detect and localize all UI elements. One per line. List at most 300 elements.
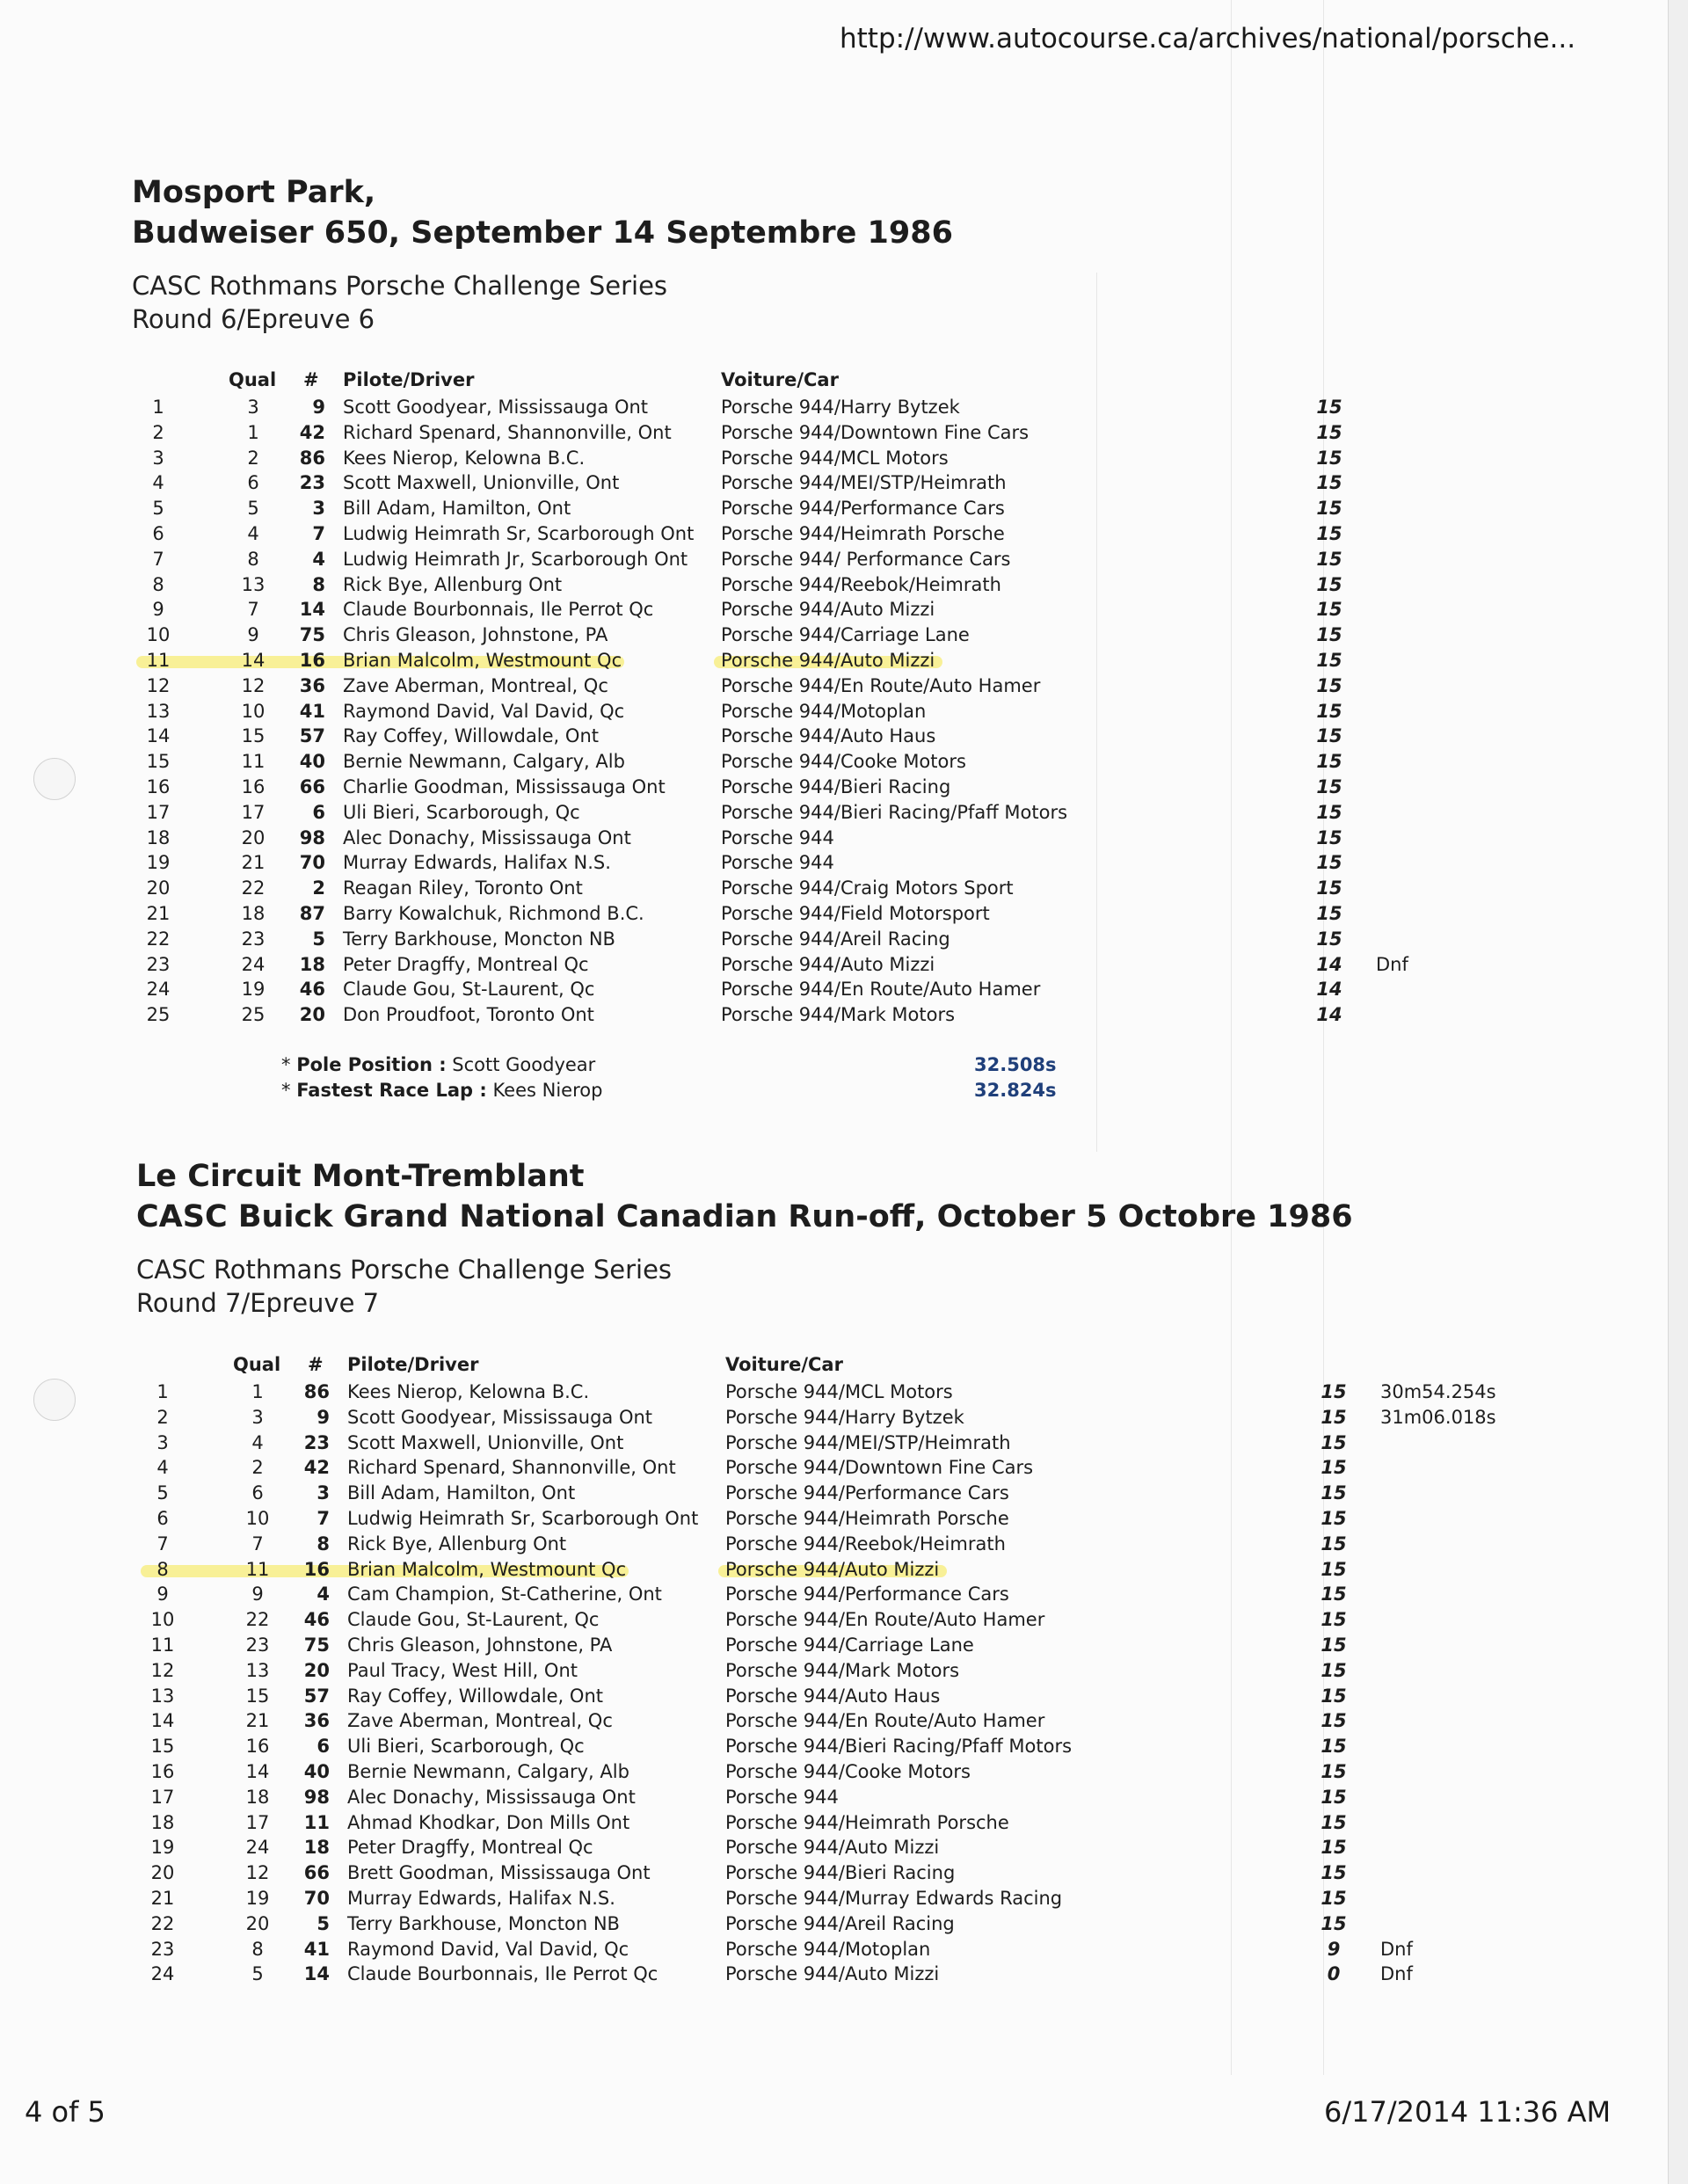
car-entry: Porsche 944/Areil Racing <box>721 928 950 950</box>
car-entry: Porsche 944/MCL Motors <box>725 1381 953 1402</box>
qualifying-position: 11 <box>245 1558 270 1580</box>
laps-completed: 15 <box>1321 1609 1347 1631</box>
laps-completed: 15 <box>1321 1736 1347 1758</box>
driver-name: Barry Kowalchuk, Richmond B.C. <box>343 903 644 924</box>
result-note: Dnf <box>1376 953 1408 975</box>
finish-position: 12 <box>146 674 171 696</box>
qualifying-position: 22 <box>245 1609 270 1631</box>
car-entry: Porsche 944/Auto Mizzi <box>721 953 935 975</box>
qualifying-position: 1 <box>247 421 259 443</box>
table-row <box>136 1532 1631 1556</box>
car-entry: Porsche 944/Craig Motors Sport <box>721 877 1014 899</box>
car-entry: Porsche 944/Auto Haus <box>721 725 936 747</box>
driver-name: Bernie Newmann, Calgary, Alb <box>347 1761 629 1782</box>
car-number: 36 <box>299 674 325 696</box>
laps-completed: 15 <box>1316 877 1342 899</box>
finish-position: 13 <box>150 1685 175 1707</box>
laps-completed: 15 <box>1316 472 1342 494</box>
laps-completed: 15 <box>1321 1786 1347 1808</box>
laps-completed: 15 <box>1316 650 1342 671</box>
col-header-car: Voiture/Car <box>725 1354 843 1375</box>
car-entry: Porsche 944/Performance Cars <box>725 1482 1009 1504</box>
laps-completed: 15 <box>1321 1659 1347 1681</box>
table-row <box>132 826 1626 850</box>
laps-completed: 15 <box>1321 1685 1347 1707</box>
table-row <box>136 1937 1631 1962</box>
table-row <box>136 1607 1631 1632</box>
car-number: 8 <box>316 1532 330 1554</box>
qualifying-position: 17 <box>241 801 266 823</box>
qualifying-position: 19 <box>241 979 266 1001</box>
car-number: 40 <box>299 751 325 773</box>
laps-completed: 15 <box>1321 1457 1347 1479</box>
table-row <box>136 1658 1631 1683</box>
driver-name: Kees Nierop, Kelowna B.C. <box>343 447 586 469</box>
race-series: CASC Rothmans Porsche Challenge Series <box>132 271 668 301</box>
qualifying-position: 14 <box>241 650 266 671</box>
car-entry: Porsche 944/Performance Cars <box>725 1583 1009 1605</box>
table-row <box>132 572 1626 597</box>
car-entry: Porsche 944/Motoplan <box>721 700 927 722</box>
car-number: 18 <box>303 1837 330 1859</box>
driver-name: Murray Edwards, Halifax N.S. <box>347 1888 615 1909</box>
car-number: 23 <box>299 472 325 494</box>
car-number: 4 <box>316 1583 330 1605</box>
finish-position: 8 <box>156 1558 169 1580</box>
qualifying-position: 25 <box>241 1004 266 1026</box>
car-entry: Porsche 944/Auto Mizzi <box>721 650 935 671</box>
qualifying-position: 22 <box>241 877 266 899</box>
qualifying-position: 17 <box>245 1811 270 1833</box>
race-venue: Le Circuit Mont-Tremblant <box>136 1159 585 1194</box>
finish-position: 16 <box>146 776 171 797</box>
driver-name: Ray Coffey, Willowdale, Ont <box>343 725 599 747</box>
table-row <box>132 775 1626 799</box>
car-number: 5 <box>312 928 325 950</box>
driver-name: Claude Gou, St-Laurent, Qc <box>347 1609 600 1631</box>
driver-name: Brett Goodman, Mississauga Ont <box>347 1862 651 1884</box>
qualifying-position: 15 <box>245 1685 270 1707</box>
qualifying-position: 13 <box>241 573 266 595</box>
fastest-lap-time: 32.824s <box>974 1080 1057 1101</box>
qualifying-position: 15 <box>241 725 266 747</box>
driver-name: Claude Gou, St-Laurent, Qc <box>343 979 595 1001</box>
finish-position: 10 <box>150 1609 175 1631</box>
car-entry: Porsche 944/Motoplan <box>725 1938 931 1960</box>
car-number: 14 <box>303 1963 330 1985</box>
car-entry: Porsche 944/Carriage Lane <box>721 624 970 646</box>
table-row <box>136 1911 1631 1936</box>
race-round: Round 7/Epreuve 7 <box>136 1288 380 1318</box>
table-row <box>136 1455 1631 1480</box>
car-entry: Porsche 944/Murray Edwards Racing <box>725 1888 1063 1909</box>
finish-position: 20 <box>150 1862 175 1884</box>
driver-name: Bill Adam, Hamilton, Ont <box>347 1482 576 1504</box>
car-entry: Porsche 944/Heimrath Porsche <box>725 1508 1009 1529</box>
finish-position: 11 <box>150 1634 175 1656</box>
car-entry: Porsche 944/Bieri Racing/Pfaff Motors <box>725 1736 1073 1758</box>
laps-completed: 15 <box>1316 928 1342 950</box>
table-row <box>132 927 1626 951</box>
driver-name: Terry Barkhouse, Moncton NB <box>347 1912 620 1934</box>
laps-completed: 15 <box>1321 1558 1347 1580</box>
race-section <box>132 172 953 336</box>
page-url[interactable]: http://www.autocourse.ca/archives/national/porsche... <box>840 23 1576 55</box>
page-edge <box>1668 0 1688 2184</box>
qualifying-position: 5 <box>247 498 259 520</box>
driver-name: Kees Nierop, Kelowna B.C. <box>347 1381 590 1402</box>
driver-name: Richard Spenard, Shannonville, Ont <box>343 421 672 443</box>
driver-name: Chris Gleason, Johnstone, PA <box>343 624 608 646</box>
table-row <box>136 1962 1631 1986</box>
finish-position: 6 <box>156 1508 169 1529</box>
qualifying-position: 8 <box>251 1938 264 1960</box>
car-entry: Porsche 944/Auto Mizzi <box>721 599 935 621</box>
driver-name: Scott Maxwell, Unionville, Ont <box>343 472 620 494</box>
laps-completed: 15 <box>1321 1431 1347 1453</box>
table-row <box>136 1506 1631 1531</box>
laps-completed: 14 <box>1316 1004 1342 1026</box>
car-entry: Porsche 944/MEI/STP/Heimrath <box>725 1431 1011 1453</box>
car-entry: Porsche 944 <box>721 826 834 848</box>
col-header-qual: Qual <box>233 1354 281 1375</box>
car-number: 16 <box>299 650 325 671</box>
finish-position: 10 <box>146 624 171 646</box>
table-row <box>132 1002 1626 1027</box>
finish-position: 24 <box>150 1963 175 1985</box>
qualifying-position: 9 <box>251 1583 264 1605</box>
car-number: 40 <box>303 1761 330 1782</box>
finish-position: 9 <box>152 599 164 621</box>
laps-completed: 15 <box>1316 674 1342 696</box>
car-entry: Porsche 944/Auto Mizzi <box>725 1837 940 1859</box>
car-number: 2 <box>312 877 325 899</box>
finish-position: 21 <box>150 1888 175 1909</box>
qualifying-position: 2 <box>251 1457 264 1479</box>
driver-name: Ludwig Heimrath Sr, Scarborough Ont <box>343 523 695 544</box>
car-entry: Porsche 944/Auto Mizzi <box>725 1558 940 1580</box>
laps-completed: 15 <box>1321 1634 1347 1656</box>
car-number: 86 <box>299 447 325 469</box>
laps-completed: 15 <box>1316 548 1342 570</box>
laps-completed: 15 <box>1316 624 1342 646</box>
qualifying-position: 21 <box>241 852 266 874</box>
driver-name: Brian Malcolm, Westmount Qc <box>343 650 622 671</box>
race-event: Budweiser 650, September 14 Septembre 1986 <box>132 215 953 251</box>
finish-position: 9 <box>156 1583 169 1605</box>
table-row <box>136 1633 1631 1657</box>
car-number: 42 <box>303 1457 330 1479</box>
table-row <box>132 622 1626 647</box>
driver-name: Ahmad Khodkar, Don Mills Ont <box>347 1811 630 1833</box>
car-number: 20 <box>303 1659 330 1681</box>
print-datetime: 6/17/2014 11:36 AM <box>1324 2095 1612 2129</box>
laps-completed: 15 <box>1316 903 1342 924</box>
table-row <box>132 420 1626 445</box>
car-number: 9 <box>312 397 325 418</box>
car-entry: Porsche 944/Harry Bytzek <box>721 397 960 418</box>
car-number: 7 <box>312 523 325 544</box>
car-number: 46 <box>303 1609 330 1631</box>
car-number: 36 <box>303 1710 330 1732</box>
driver-name: Cam Champion, St-Catherine, Ont <box>347 1583 662 1605</box>
car-entry: Porsche 944/Reebok/Heimrath <box>725 1532 1006 1554</box>
qualifying-position: 3 <box>251 1406 264 1428</box>
car-number: 20 <box>299 1004 325 1026</box>
car-number: 57 <box>299 725 325 747</box>
qualifying-position: 13 <box>245 1659 270 1681</box>
table-row <box>132 952 1626 977</box>
laps-completed: 15 <box>1321 1406 1347 1428</box>
table-row <box>132 395 1626 419</box>
car-number: 7 <box>316 1508 330 1529</box>
table-row <box>132 724 1626 748</box>
driver-name: Raymond David, Val David, Qc <box>347 1938 629 1960</box>
car-entry: Porsche 944/Cooke Motors <box>721 751 966 773</box>
finish-position: 14 <box>146 725 171 747</box>
laps-completed: 15 <box>1321 1482 1347 1504</box>
driver-name: Don Proudfoot, Toronto Ont <box>343 1004 594 1026</box>
table-row <box>132 977 1626 1001</box>
laps-completed: 15 <box>1321 1381 1347 1402</box>
table-row <box>136 1810 1631 1835</box>
table-row <box>132 547 1626 571</box>
table-row <box>136 1759 1631 1784</box>
finish-position: 4 <box>152 472 164 494</box>
car-entry: Porsche 944 <box>721 852 834 874</box>
col-header-number: # <box>308 1354 324 1375</box>
car-entry: Porsche 944/Areil Racing <box>725 1912 955 1934</box>
table-row <box>136 1380 1631 1404</box>
laps-completed: 15 <box>1316 852 1342 874</box>
car-number: 42 <box>299 421 325 443</box>
laps-completed: 15 <box>1316 397 1342 418</box>
qualifying-position: 16 <box>245 1736 270 1758</box>
car-number: 3 <box>312 498 325 520</box>
qualifying-position: 23 <box>241 928 266 950</box>
finish-position: 23 <box>150 1938 175 1960</box>
finish-position: 15 <box>146 751 171 773</box>
finish-position: 22 <box>150 1912 175 1934</box>
car-number: 87 <box>299 903 325 924</box>
finish-position: 25 <box>146 1004 171 1026</box>
table-row <box>136 1431 1631 1455</box>
laps-completed: 15 <box>1321 1811 1347 1833</box>
laps-completed: 15 <box>1316 801 1342 823</box>
qualifying-position: 20 <box>245 1912 270 1934</box>
finish-position: 1 <box>156 1381 169 1402</box>
table-row <box>132 521 1626 546</box>
finish-position: 19 <box>150 1837 175 1859</box>
table-row <box>136 1785 1631 1809</box>
qualifying-position: 21 <box>245 1710 270 1732</box>
page-number: 4 of 5 <box>25 2095 106 2129</box>
car-number: 46 <box>299 979 325 1001</box>
driver-name: Uli Bieri, Scarborough, Qc <box>343 801 580 823</box>
car-number: 5 <box>316 1912 330 1934</box>
driver-name: Chris Gleason, Johnstone, PA <box>347 1634 613 1656</box>
fastest-lap-note: * Fastest Race Lap : Kees Nierop <box>281 1080 603 1101</box>
car-entry: Porsche 944/Cooke Motors <box>725 1761 971 1782</box>
car-entry: Porsche 944/Mark Motors <box>725 1659 960 1681</box>
laps-completed: 15 <box>1316 498 1342 520</box>
driver-name: Rick Bye, Allenburg Ont <box>347 1532 567 1554</box>
table-row <box>132 496 1626 521</box>
driver-name: Ludwig Heimrath Jr, Scarborough Ont <box>343 548 688 570</box>
laps-completed: 15 <box>1316 826 1342 848</box>
car-entry: Porsche 944/En Route/Auto Hamer <box>721 979 1041 1001</box>
qualifying-position: 19 <box>245 1888 270 1909</box>
laps-completed: 14 <box>1316 953 1342 975</box>
laps-completed: 15 <box>1321 1837 1347 1859</box>
car-number: 75 <box>299 624 325 646</box>
driver-name: Zave Aberman, Montreal, Qc <box>343 674 608 696</box>
car-number: 9 <box>316 1406 330 1428</box>
car-number: 8 <box>312 573 325 595</box>
qualifying-position: 7 <box>251 1532 264 1554</box>
table-row <box>136 1835 1631 1860</box>
car-number: 6 <box>316 1736 330 1758</box>
finish-position: 12 <box>150 1659 175 1681</box>
table-row <box>136 1734 1631 1758</box>
car-number: 75 <box>303 1634 330 1656</box>
car-entry: Porsche 944/ Performance Cars <box>721 548 1011 570</box>
table-row <box>132 470 1626 495</box>
finish-position: 8 <box>152 573 164 595</box>
qualifying-position: 14 <box>245 1761 270 1782</box>
table-row <box>132 446 1626 470</box>
car-number: 86 <box>303 1381 330 1402</box>
car-number: 66 <box>299 776 325 797</box>
finish-position: 3 <box>152 447 164 469</box>
car-entry: Porsche 944/Carriage Lane <box>725 1634 974 1656</box>
laps-completed: 9 <box>1327 1938 1341 1960</box>
table-row <box>136 1557 1631 1582</box>
laps-completed: 15 <box>1321 1583 1347 1605</box>
table-row <box>132 876 1626 900</box>
qualifying-position: 16 <box>241 776 266 797</box>
driver-name: Paul Tracy, West Hill, Ont <box>347 1659 578 1681</box>
finish-position: 16 <box>150 1761 175 1782</box>
result-note: 30m54.254s <box>1380 1381 1496 1402</box>
col-header-number: # <box>303 369 319 390</box>
driver-name: Claude Bourbonnais, Ile Perrot Qc <box>347 1963 658 1985</box>
laps-completed: 15 <box>1321 1862 1347 1884</box>
car-number: 57 <box>303 1685 330 1707</box>
laps-completed: 15 <box>1321 1761 1347 1782</box>
qualifying-position: 24 <box>245 1837 270 1859</box>
punch-hole <box>33 758 76 800</box>
col-header-driver: Pilote/Driver <box>347 1354 479 1375</box>
qualifying-position: 6 <box>247 472 259 494</box>
driver-name: Charlie Goodman, Mississauga Ont <box>343 776 666 797</box>
driver-name: Uli Bieri, Scarborough, Qc <box>347 1736 585 1758</box>
table-row <box>132 673 1626 698</box>
car-number: 66 <box>303 1862 330 1884</box>
finish-position: 21 <box>146 903 171 924</box>
result-note: 31m06.018s <box>1380 1406 1496 1428</box>
qualifying-position: 3 <box>247 397 259 418</box>
car-entry: Porsche 944/Reebok/Heimrath <box>721 573 1001 595</box>
laps-completed: 15 <box>1316 776 1342 797</box>
laps-completed: 0 <box>1327 1963 1341 1985</box>
laps-completed: 15 <box>1316 573 1342 595</box>
table-row <box>136 1481 1631 1505</box>
finish-position: 4 <box>156 1457 169 1479</box>
car-entry: Porsche 944/Downtown Fine Cars <box>725 1457 1034 1479</box>
car-number: 3 <box>316 1482 330 1504</box>
car-number: 70 <box>299 852 325 874</box>
finish-position: 23 <box>146 953 171 975</box>
race-section <box>136 1156 1353 1320</box>
driver-name: Bernie Newmann, Calgary, Alb <box>343 751 625 773</box>
result-note: Dnf <box>1380 1963 1413 1985</box>
car-number: 6 <box>312 801 325 823</box>
car-number: 41 <box>299 700 325 722</box>
laps-completed: 15 <box>1316 700 1342 722</box>
qualifying-position: 9 <box>247 624 259 646</box>
finish-position: 18 <box>146 826 171 848</box>
laps-completed: 15 <box>1316 447 1342 469</box>
qualifying-position: 20 <box>241 826 266 848</box>
table-row <box>136 1582 1631 1606</box>
driver-name: Raymond David, Val David, Qc <box>343 700 625 722</box>
driver-name: Brian Malcolm, Westmount Qc <box>347 1558 627 1580</box>
laps-completed: 15 <box>1316 599 1342 621</box>
car-entry: Porsche 944/MEI/STP/Heimrath <box>721 472 1007 494</box>
pole-position-time: 32.508s <box>974 1054 1057 1075</box>
car-entry: Porsche 944 <box>725 1786 839 1808</box>
col-header-driver: Pilote/Driver <box>343 369 475 390</box>
table-row <box>132 800 1626 825</box>
race-series: CASC Rothmans Porsche Challenge Series <box>136 1255 673 1285</box>
car-entry: Porsche 944/Auto Haus <box>725 1685 941 1707</box>
driver-name: Murray Edwards, Halifax N.S. <box>343 852 611 874</box>
table-row <box>136 1684 1631 1708</box>
punch-hole <box>33 1379 76 1421</box>
driver-name: Alec Donachy, Mississauga Ont <box>347 1786 636 1808</box>
table-row <box>132 648 1626 673</box>
finish-position: 1 <box>152 397 164 418</box>
qualifying-position: 8 <box>247 548 259 570</box>
qualifying-position: 1 <box>251 1381 264 1402</box>
table-row <box>136 1886 1631 1911</box>
qualifying-position: 23 <box>245 1634 270 1656</box>
qualifying-position: 2 <box>247 447 259 469</box>
finish-position: 14 <box>150 1710 175 1732</box>
car-number: 14 <box>299 599 325 621</box>
finish-position: 17 <box>146 801 171 823</box>
qualifying-position: 10 <box>245 1508 270 1529</box>
car-number: 16 <box>303 1558 330 1580</box>
table-row <box>132 749 1626 774</box>
finish-position: 3 <box>156 1431 169 1453</box>
finish-position: 11 <box>146 650 171 671</box>
qualifying-position: 7 <box>247 599 259 621</box>
qualifying-position: 11 <box>241 751 266 773</box>
car-entry: Porsche 944/Field Motorsport <box>721 903 990 924</box>
car-number: 70 <box>303 1888 330 1909</box>
car-entry: Porsche 944/Harry Bytzek <box>725 1406 964 1428</box>
driver-name: Ray Coffey, Willowdale, Ont <box>347 1685 603 1707</box>
qualifying-position: 6 <box>251 1482 264 1504</box>
finish-position: 17 <box>150 1786 175 1808</box>
driver-name: Peter Dragffy, Montreal Qc <box>347 1837 593 1859</box>
car-number: 98 <box>299 826 325 848</box>
car-entry: Porsche 944/Heimrath Porsche <box>721 523 1005 544</box>
car-entry: Porsche 944/En Route/Auto Hamer <box>721 674 1041 696</box>
finish-position: 15 <box>150 1736 175 1758</box>
